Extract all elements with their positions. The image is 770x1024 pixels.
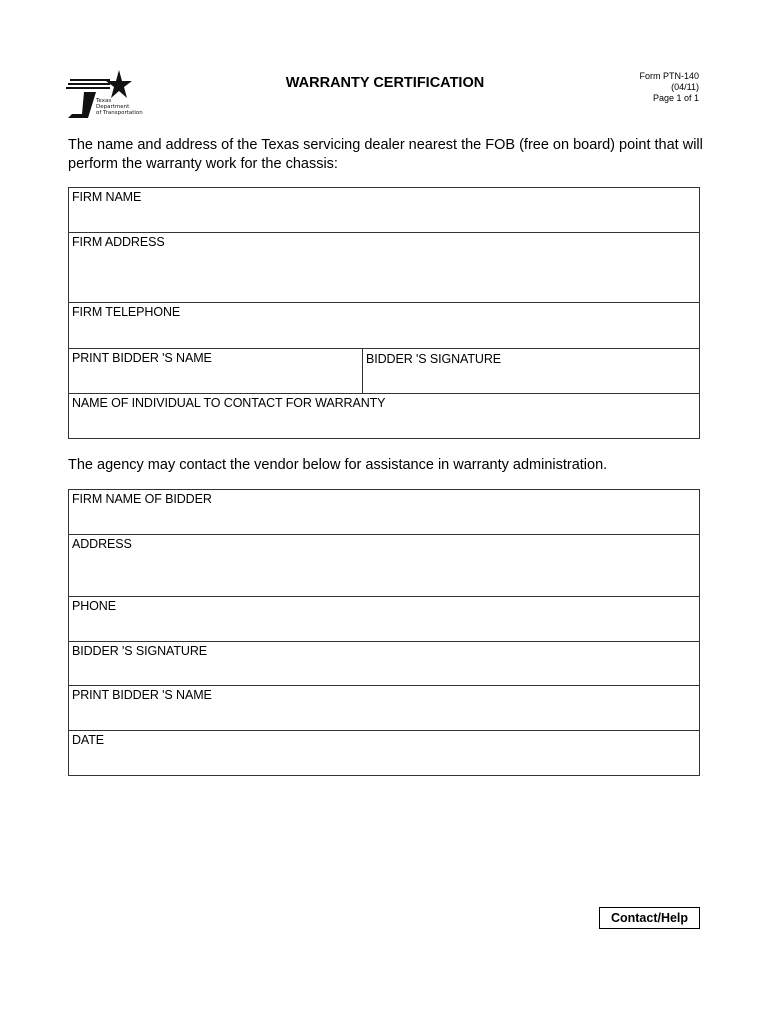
warranty-contact-label: NAME OF INDIVIDUAL TO CONTACT FOR WARRANTY <box>72 396 386 410</box>
page-number: Page 1 of 1 <box>652 93 699 103</box>
bidder-signature-label: BIDDER 'S SIGNATURE <box>366 352 501 366</box>
page-title: WARRANTY CERTIFICATION <box>285 75 485 91</box>
bidder-signature-field[interactable] <box>363 349 699 393</box>
phone-field[interactable] <box>69 597 699 642</box>
firm-telephone-label: FIRM TELEPHONE <box>72 305 181 319</box>
print-bidder-name-field-2[interactable] <box>69 686 699 731</box>
section1-intro: The name and address of the Texas servicing dealer nearest the FOB (free on board) point that will perform the warranty work for the chassis: <box>68 137 703 172</box>
bidder-signature-label-2: BIDDER 'S SIGNATURE <box>72 644 207 658</box>
print-bidder-name-field[interactable] <box>69 349 363 393</box>
firm-name-field[interactable] <box>69 188 699 233</box>
form-date: (04/11) <box>671 82 699 92</box>
firm-name-of-bidder-label: FIRM NAME OF BIDDER <box>72 492 212 506</box>
logo-wordmark: Texas Department of Transportation <box>96 98 143 116</box>
contact-help-button[interactable]: Contact/Help <box>599 907 700 929</box>
warranty-contact-field[interactable] <box>69 394 699 438</box>
section2-intro: The agency may contact the vendor below for assistance in warranty administration. <box>68 457 608 473</box>
firm-name-of-bidder-field[interactable] <box>69 490 699 535</box>
print-bidder-name-label: PRINT BIDDER 'S NAME <box>72 351 212 365</box>
address-field[interactable] <box>69 535 699 597</box>
address-label: ADDRESS <box>72 537 132 551</box>
firm-address-field[interactable] <box>69 233 699 303</box>
form-info <box>639 71 699 104</box>
firm-address-label: FIRM ADDRESS <box>72 235 165 249</box>
dealer-form <box>68 187 700 439</box>
bidder-signature-field-2[interactable] <box>69 642 699 686</box>
print-bidder-name-label-2: PRINT BIDDER 'S NAME <box>72 688 212 702</box>
date-label: DATE <box>72 733 105 747</box>
firm-telephone-field[interactable] <box>69 303 699 349</box>
form-number: Form PTN-140 <box>639 71 699 81</box>
date-field[interactable] <box>69 731 699 775</box>
bidder-name-signature-row <box>69 349 699 394</box>
firm-name-label: FIRM NAME <box>72 190 142 204</box>
phone-label: PHONE <box>72 599 116 613</box>
vendor-form <box>68 489 700 776</box>
